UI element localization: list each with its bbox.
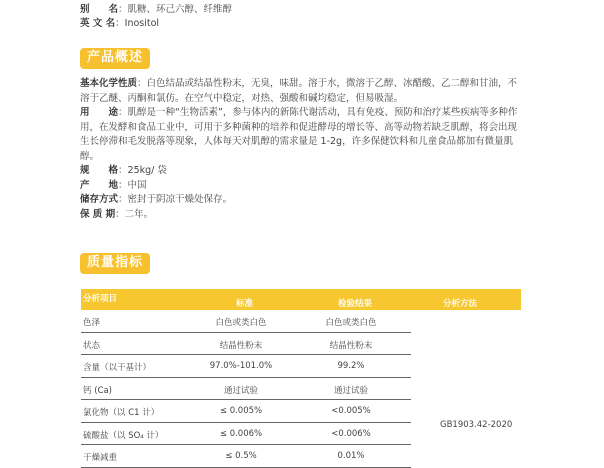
english-name-label: 英 文 名 — [80, 18, 116, 29]
table-row: 钙 (Ca) 通过试验 通过试验 — [81, 378, 411, 401]
storage: 储存方式：密封于阴凉干燥处保存。 — [80, 194, 233, 205]
overview-body — [80, 77, 520, 222]
table-row: 状态 结晶性粉末 结晶性粉末 — [81, 333, 411, 356]
origin: 产 地：中国 — [80, 179, 147, 191]
analysis-method: GB1903.42-2020 — [440, 420, 513, 430]
table-row: 色泽 白色或类白色 白色或类白色 — [81, 310, 411, 333]
table-header — [81, 289, 521, 310]
col-header-item: 分析项目 — [83, 294, 118, 304]
spec: 规 格：25kg/ 袋 — [80, 165, 167, 176]
alias-label: 别 名 — [80, 4, 119, 15]
basic-properties: 基本化学性质：白色结晶或结晶性粉末，无臭，味甜。溶于水，微溶于乙醇、冰醋酸、乙二醇和甘油，不溶于乙醚、丙酮和氯仿。在空气中稳定，对热、强酸和碱均稳定，但易吸湿。 — [80, 78, 518, 104]
section-title-quality: 质量指标 — [80, 253, 150, 274]
section-title-overview: 产品概述 — [80, 48, 150, 69]
english-name-line: 英 文 名：Inositol — [80, 18, 160, 29]
col-header-method: 分析方法 — [443, 299, 478, 309]
table-row: 硫酸盐（以 SO₄ 计） ≤ 0.006% <0.006% — [81, 423, 411, 446]
col-header-result: 检验结果 — [338, 299, 373, 309]
usage: 用 途：肌醇是一种“生物活素”，参与体内的新陈代谢活动，具有免疫、预防和治疗某些疾病等多种作用，在发酵和食品工业中，可用于多种菌种的培养和促进酵母的增长等、高等动物若缺乏肌醇，将会出现生长停滞和毛发脱落等现象，人体每天对肌醇的需求量是 1-2g，许多保健饮料和儿童食品都加有微量肌醇。 — [80, 107, 518, 162]
col-header-standard: 标准 — [236, 299, 254, 309]
table-row: 干燥减重 ≤ 0.5% 0.01% — [81, 445, 411, 468]
alias-line: 别 名：肌糖、环己六醇、纤维醇 — [80, 4, 233, 15]
table-row: 氯化物（以 C1 计） ≤ 0.005% <0.005% — [81, 400, 411, 423]
alias-value: 肌糖、环己六醇、纤维醇 — [127, 4, 233, 15]
quality-table — [81, 289, 521, 468]
english-name-value: Inositol — [124, 18, 160, 29]
shelf-life: 保 质 期：二年。 — [80, 208, 154, 220]
table-row: 含量（以干基计） 97.0%-101.0% 99.2% — [81, 355, 411, 378]
